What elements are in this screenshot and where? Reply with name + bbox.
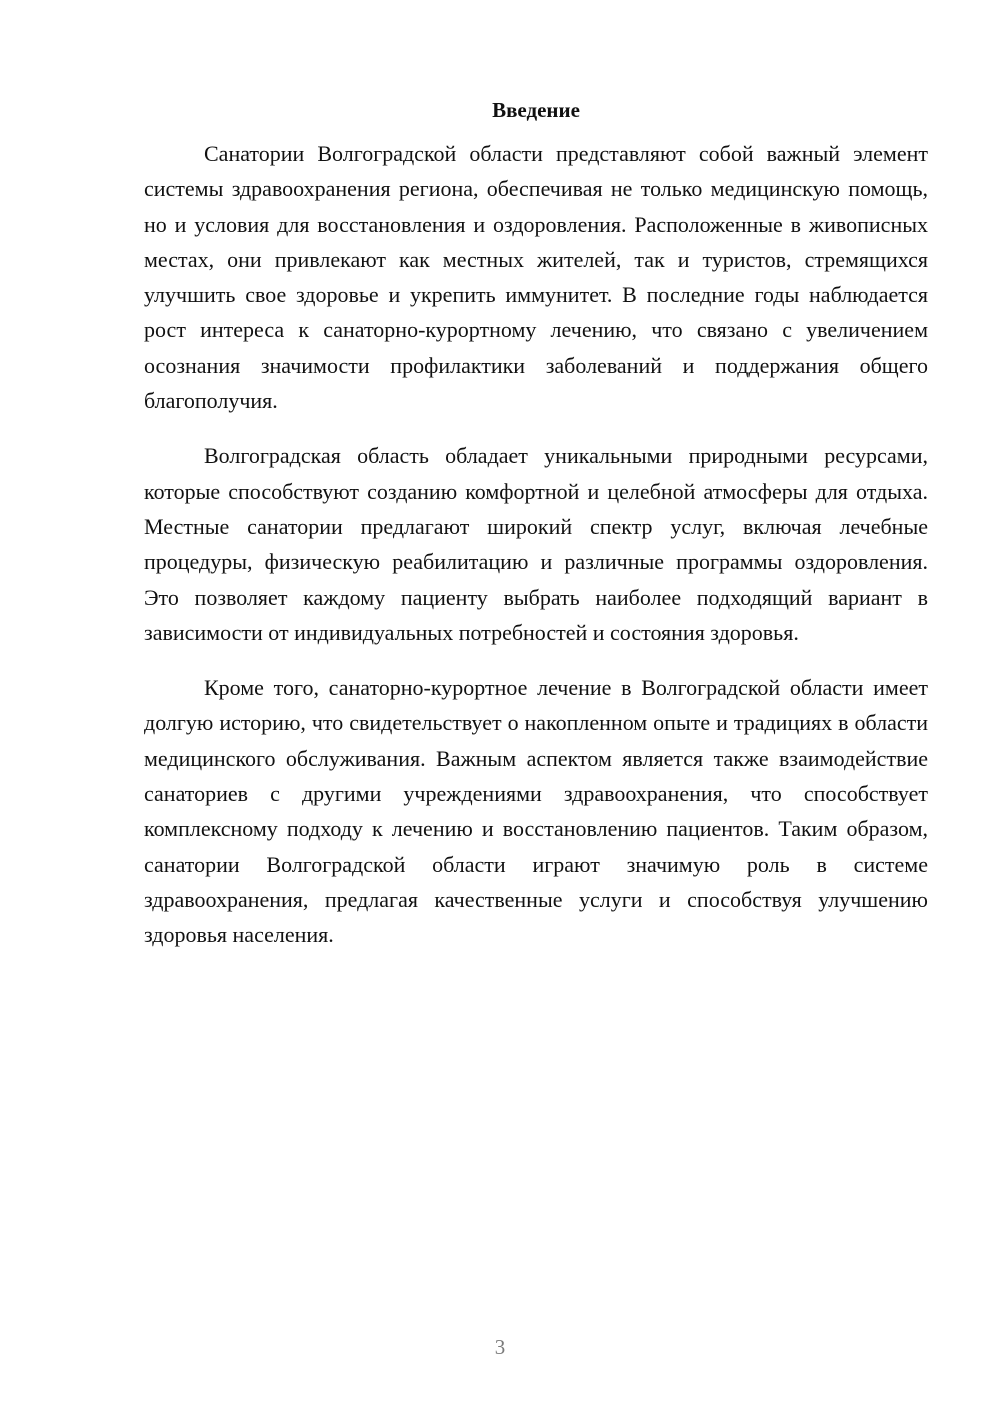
- paragraph-2: Волгоградская область обладает уникальными природными ресурсами, которые способствуют созданию комфортной и целебной атмосферы для отдыха. Местные санатории предлагают широкий спектр услуг, включая лечебные процедуры, физическую реабилитацию и различные программы оздоровления. Это позволяет каждому пациенту выбрать наиболее подходящий вариант в зависимости от индивидуальных потребностей и состояния здоровья.: [144, 443, 928, 645]
- page-number: 3: [494, 1335, 506, 1359]
- page-content: [144, 92, 928, 953]
- paragraph-1: Санатории Волгоградской области представляют собой важный элемент системы здравоохранения региона, обеспечивая не только медицинскую помощь, но и условия для восстановления и оздоровления. Расположенные в живописных местах, они привлекают как местных жителей, так и туристов, стремящихся улучшить свое здоровье и укрепить иммунитет. В последние годы наблюдается рост интереса к санаторно-курортному лечению, что связано с увеличением осознания значимости профилактики заболеваний и поддержания общего благополучия.: [144, 141, 928, 414]
- section-title: Введение: [492, 98, 580, 122]
- paragraph-3: Кроме того, санаторно-курортное лечение в Волгоградской области имеет долгую историю, что свидетельствует о накопленном опыте и традициях в области медицинского обслуживания. Важным аспектом является также взаимодействие санаториев с другими учреждениями здравоохранения, что способствует комплексному подходу к лечению и восстановлению пациентов. Таким образом, санатории Волгоградской области играют значимую роль в системе здравоохранения, предлагая качественные услуги и способствуя улучшению здоровья населения.: [144, 675, 928, 948]
